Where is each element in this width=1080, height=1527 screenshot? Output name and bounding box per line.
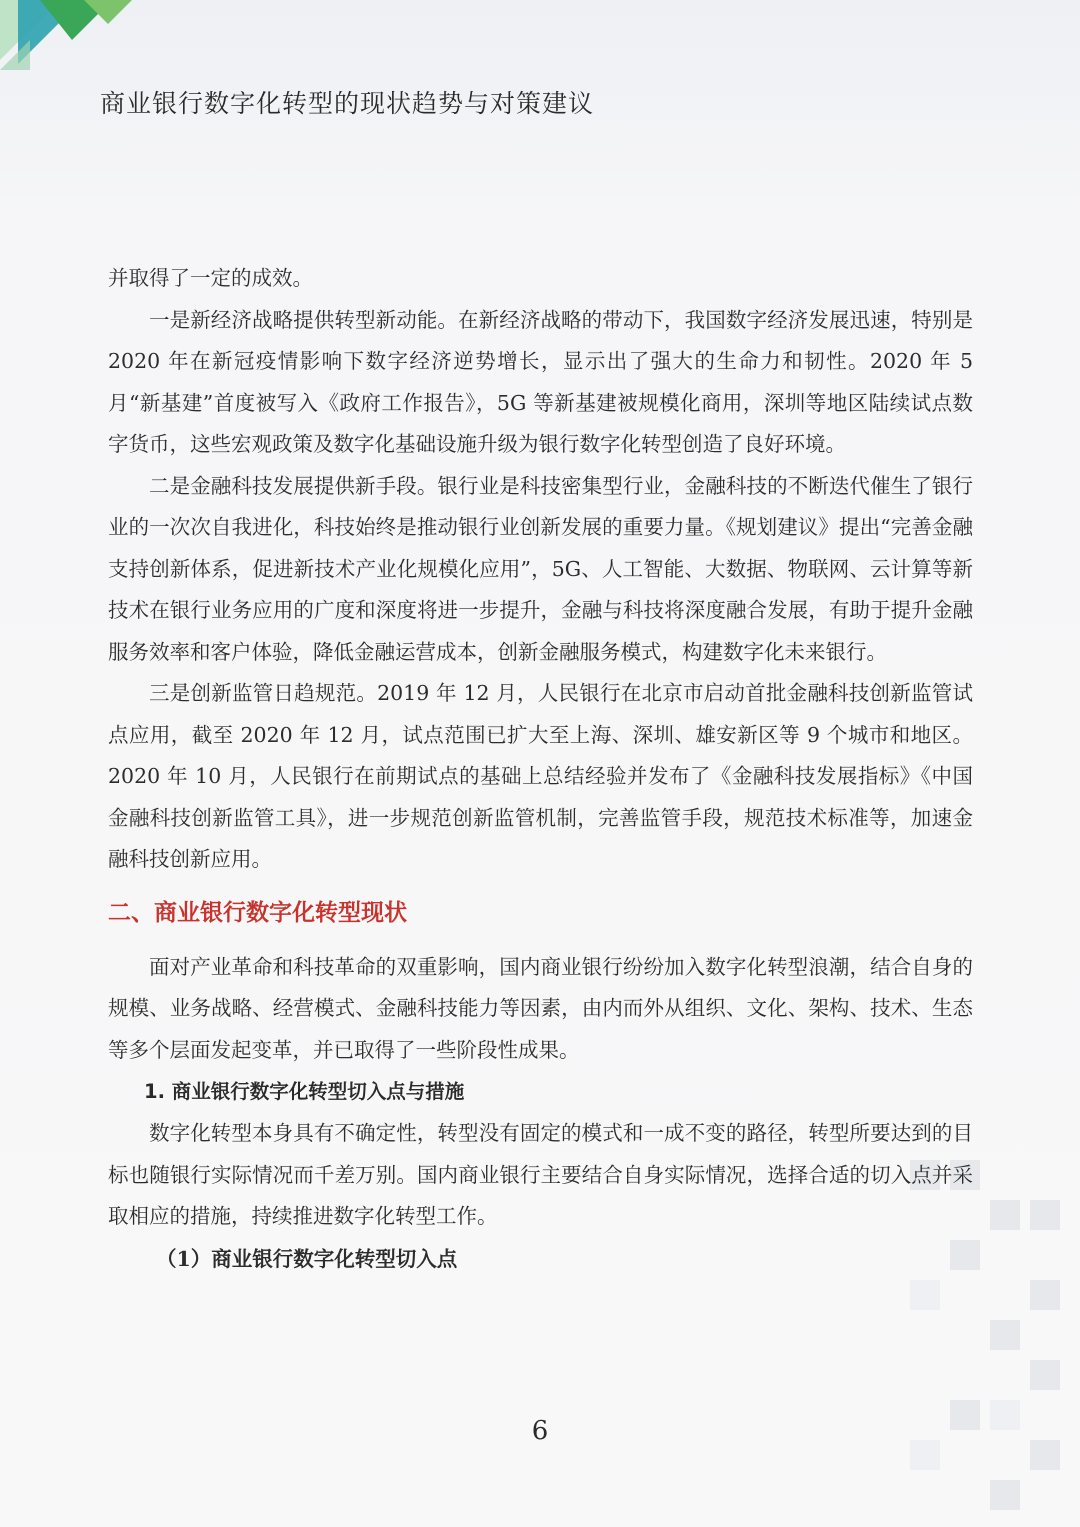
paragraph-section-intro: 面对产业革命和科技革命的双重影响，国内商业银行纷纷加入数字化转型浪潮，结合自身的规模、业务战略、经营模式、金融科技能力等因素，由内而外从组织、文化、架构、技术、生态等多个层面发起变革，并已取得了一些阶段性成果。 [108,954,973,1062]
paragraph-new-economy: 一是新经济战略提供转型新动能。在新经济战略的带动下，我国数字经济发展迅速，特别是 2020 年在新冠疫情影响下数字经济逆势增长，显示出了强大的生命力和韧性。2020 年 5 月“新基建”首度被写入《政府工作报告》，5G 等新基建被规模化商用，深圳等地区陆续试点数字货币，这些宏观政策及数字化基础设施升级为银行数字化转型创造了良好环境。 [108,307,973,456]
paragraph-regulation: 三是创新监管日趋规范。2019 年 12 月，人民银行在北京市启动首批金融科技创新监管试点应用，截至 2020 年 12 月，试点范围已扩大至上海、深圳、雄安新区等 9 个城市和地区。2020 年 10 月，人民银行在前期试点的基础上总结经验并发布了《金融科技发展指标》《中国金融科技创新监管工具》，进一步规范创新监管机制，完善监管手段，规范技术标准等，加速金融科技创新应用。 [108,681,973,871]
paragraph-fintech: 二是金融科技发展提供新手段。银行业是科技密集型行业，金融科技的不断迭代催生了银行业的一次次自我进化，科技始终是推动银行业创新发展的重要力量。《规划建议》提出“完善金融支持创新体系，促进新技术产业化规模化应用”，5G、人工智能、大数据、物联网、云计算等新技术在银行业务应用的广度和深度将进一步提升，金融与科技将深度融合发展，有助于提升金融服务效率和客户体验，降低金融运营成本，创新金融服务模式，构建数字化未来银行。 [108,473,973,664]
page-number: 6 [531,1416,549,1446]
corner-arrow-logo-icon [0,0,150,80]
page-content [108,258,973,1280]
section-heading: 二、商业银行数字化转型现状 [108,899,407,926]
running-header-title: 商业银行数字化转型的现状趋势与对策建议 [100,89,595,118]
paragraph-entry-points: 数字化转型本身具有不确定性，转型没有固定的模式和一成不变的路径，转型所要达到的目标也随银行实际情况而千差万别。国内商业银行主要结合自身实际情况，选择合适的切入点并采取相应的措施，持续推进数字化转型工作。 [108,1121,973,1228]
sub-heading: 1. 商业银行数字化转型切入点与措施 [144,1080,465,1103]
paragraph-continuation: 并取得了一定的成效。 [108,266,313,290]
sub-sub-heading: （1）商业银行数字化转型切入点 [156,1246,458,1271]
